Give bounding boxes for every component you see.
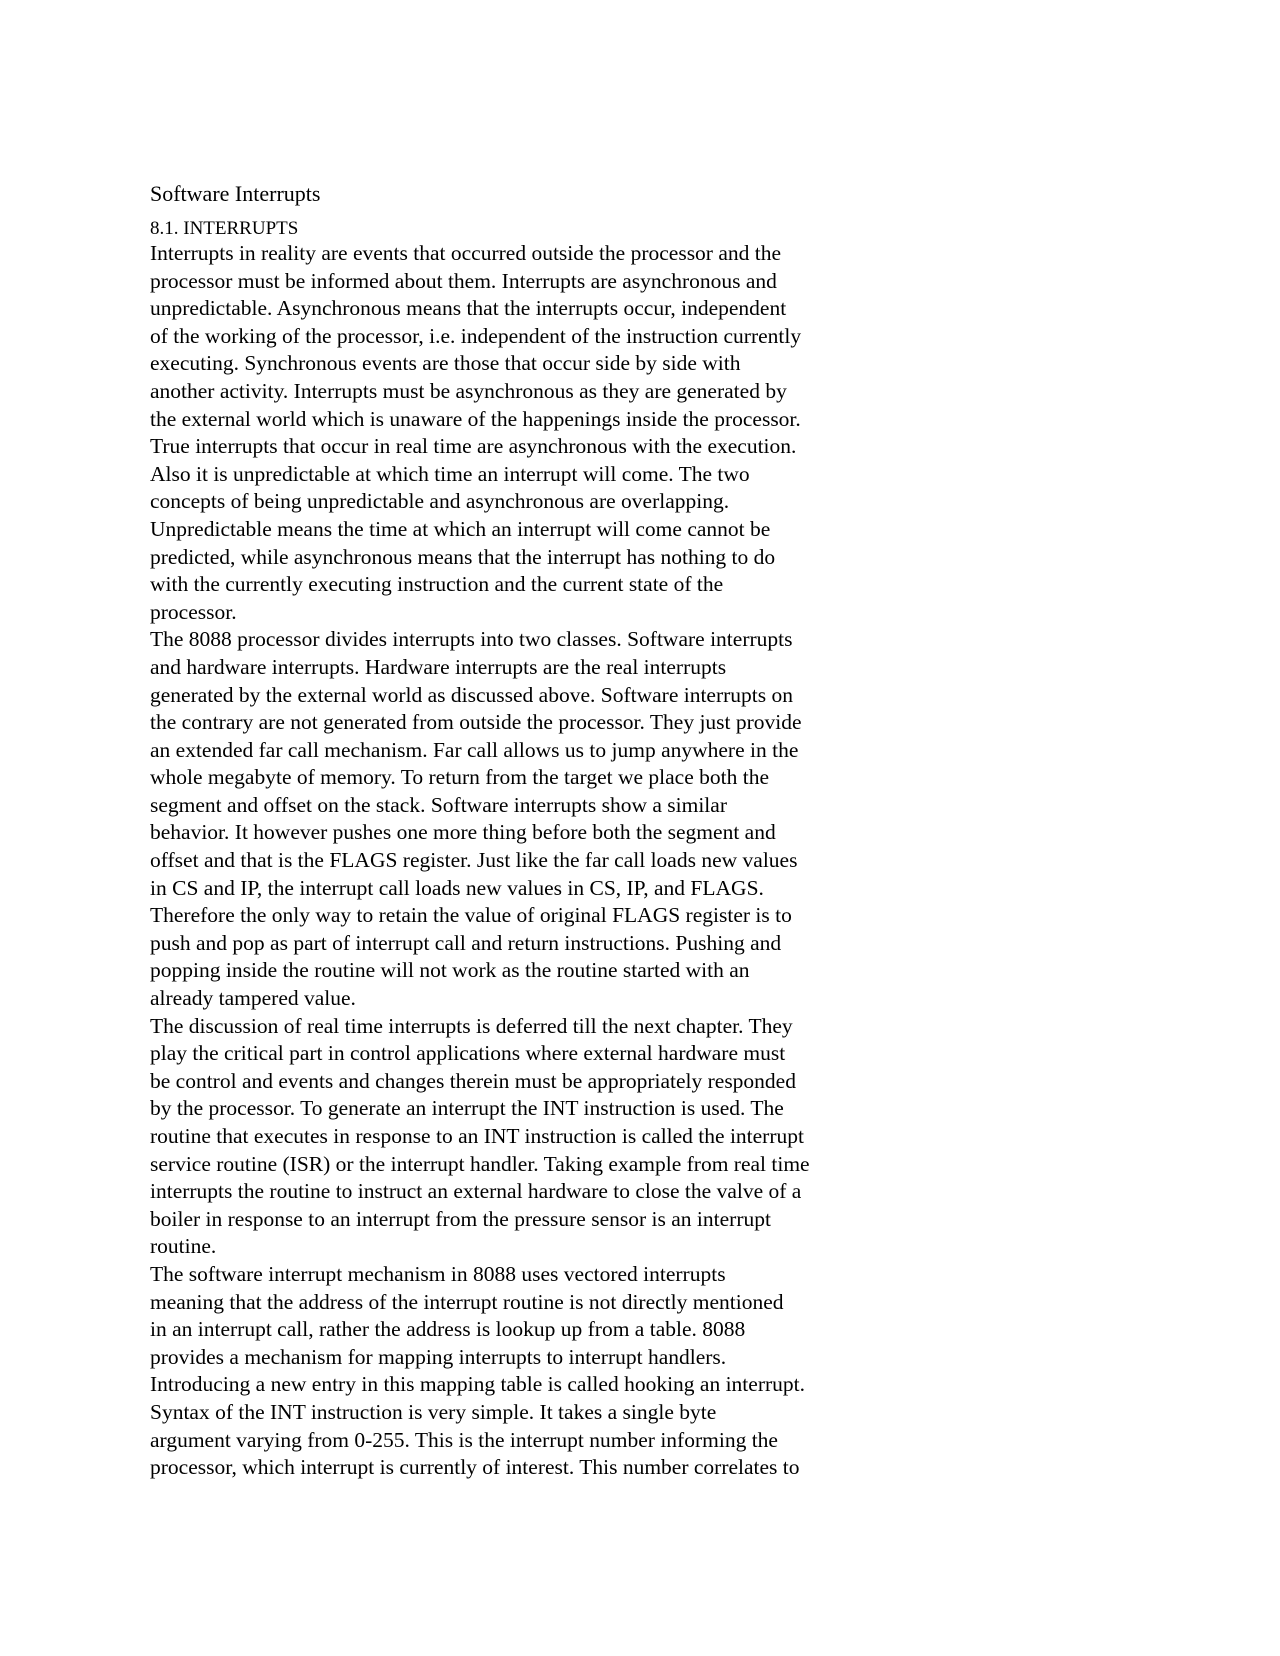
paragraph-line: be control and events and changes therein must be appropriately responded xyxy=(150,1068,796,1093)
paragraph-line: service routine (ISR) or the interrupt handler. Taking example from real time xyxy=(150,1151,810,1176)
paragraph-line: already tampered value. xyxy=(150,986,356,1011)
paragraph-line: Unpredictable means the time at which an interrupt will come cannot be xyxy=(150,516,771,541)
paragraph-line: an extended far call mechanism. Far call allows us to jump anywhere in the xyxy=(150,737,799,762)
paragraph-line: processor. xyxy=(150,599,237,624)
paragraph-line: argument varying from 0-255. This is the interrupt number informing the xyxy=(150,1427,778,1452)
paragraph-line: unpredictable. Asynchronous means that the interrupts occur, independent xyxy=(150,296,787,321)
paragraph-line: The software interrupt mechanism in 8088 uses vectored interrupts xyxy=(150,1261,726,1286)
paragraph-line: by the processor. To generate an interrupt the INT instruction is used. The xyxy=(150,1096,784,1121)
paragraph xyxy=(150,626,880,1012)
paragraph-line: and hardware interrupts. Hardware interrupts are the real interrupts xyxy=(150,654,727,679)
paragraph-line: generated by the external world as discussed above. Software interrupts on xyxy=(150,682,794,707)
paragraph-line: interrupts the routine to instruct an external hardware to close the valve of a xyxy=(150,1179,802,1204)
paragraph-line: Introducing a new entry in this mapping table is called hooking an interrupt. xyxy=(150,1372,805,1397)
paragraph-line: the external world which is unaware of the happenings inside the processor. xyxy=(150,406,801,431)
paragraph xyxy=(150,1013,880,1261)
paragraph-line: True interrupts that occur in real time are asynchronous with the execution. xyxy=(150,434,797,459)
paragraph-line: routine that executes in response to an INT instruction is called the interrupt xyxy=(150,1124,804,1148)
paragraph-line: the contrary are not generated from outside the processor. They just provide xyxy=(150,710,802,735)
paragraph-line: another activity. Interrupts must be asynchronous as they are generated by xyxy=(150,378,787,403)
paragraph-line: behavior. It however pushes one more thing before both the segment and xyxy=(150,820,776,845)
paragraph-line: Also it is unpredictable at which time an interrupt will come. The two xyxy=(150,461,750,486)
paragraph-line: Interrupts in reality are events that occurred outside the processor and the xyxy=(150,241,782,265)
paragraph-line: provides a mechanism for mapping interrupts to interrupt handlers. xyxy=(150,1344,727,1369)
paragraph-line: The 8088 processor divides interrupts into two classes. Software interrupts xyxy=(150,627,793,652)
paragraph-line: whole megabyte of memory. To return from the target we place both the xyxy=(150,765,770,790)
paragraph-line: popping inside the routine will not work as the routine started with an xyxy=(150,958,750,983)
paragraph-line: in an interrupt call, rather the address is lookup up from a table. 8088 xyxy=(150,1317,746,1342)
paragraph-line: executing. Synchronous events are those that occur side by side with xyxy=(150,351,741,376)
paragraph-line: meaning that the address of the interrupt routine is not directly mentioned xyxy=(150,1289,784,1314)
paragraph xyxy=(150,1261,880,1482)
paragraph-line: offset and that is the FLAGS register. Just like the far call loads new values xyxy=(150,848,798,873)
document-page xyxy=(150,180,880,1482)
paragraph-line: processor, which interrupt is currently of interest. This number correlates to xyxy=(150,1455,800,1480)
paragraph-line: routine. xyxy=(150,1234,217,1259)
paragraph-line: with the currently executing instruction and the current state of the xyxy=(150,572,724,597)
paragraph-line: boiler in response to an interrupt from the pressure sensor is an interrupt xyxy=(150,1206,771,1231)
paragraph xyxy=(150,240,880,626)
paragraph-line: push and pop as part of interrupt call and return instructions. Pushing and xyxy=(150,930,782,955)
section-heading: 8.1. INTERRUPTS xyxy=(150,218,299,239)
paragraph-line: The discussion of real time interrupts is deferred till the next chapter. They xyxy=(150,1013,793,1038)
paragraph-line: Syntax of the INT instruction is very simple. It takes a single byte xyxy=(150,1399,717,1424)
paragraph-line: of the working of the processor, i.e. independent of the instruction currently xyxy=(150,323,802,348)
paragraph-line: processor must be informed about them. Interrupts are asynchronous and xyxy=(150,268,777,293)
paragraph-line: predicted, while asynchronous means that the interrupt has nothing to do xyxy=(150,544,776,569)
paragraph-line: play the critical part in control applications where external hardware must xyxy=(150,1041,786,1066)
document-body xyxy=(150,240,880,1482)
paragraph-line: in CS and IP, the interrupt call loads new values in CS, IP, and FLAGS. xyxy=(150,875,764,900)
paragraph-line: Therefore the only way to retain the value of original FLAGS register is to xyxy=(150,903,792,928)
paragraph-line: segment and offset on the stack. Software interrupts show a similar xyxy=(150,792,727,817)
paragraph-line: concepts of being unpredictable and asynchronous are overlapping. xyxy=(150,489,730,514)
document-title: Software Interrupts xyxy=(150,181,321,206)
